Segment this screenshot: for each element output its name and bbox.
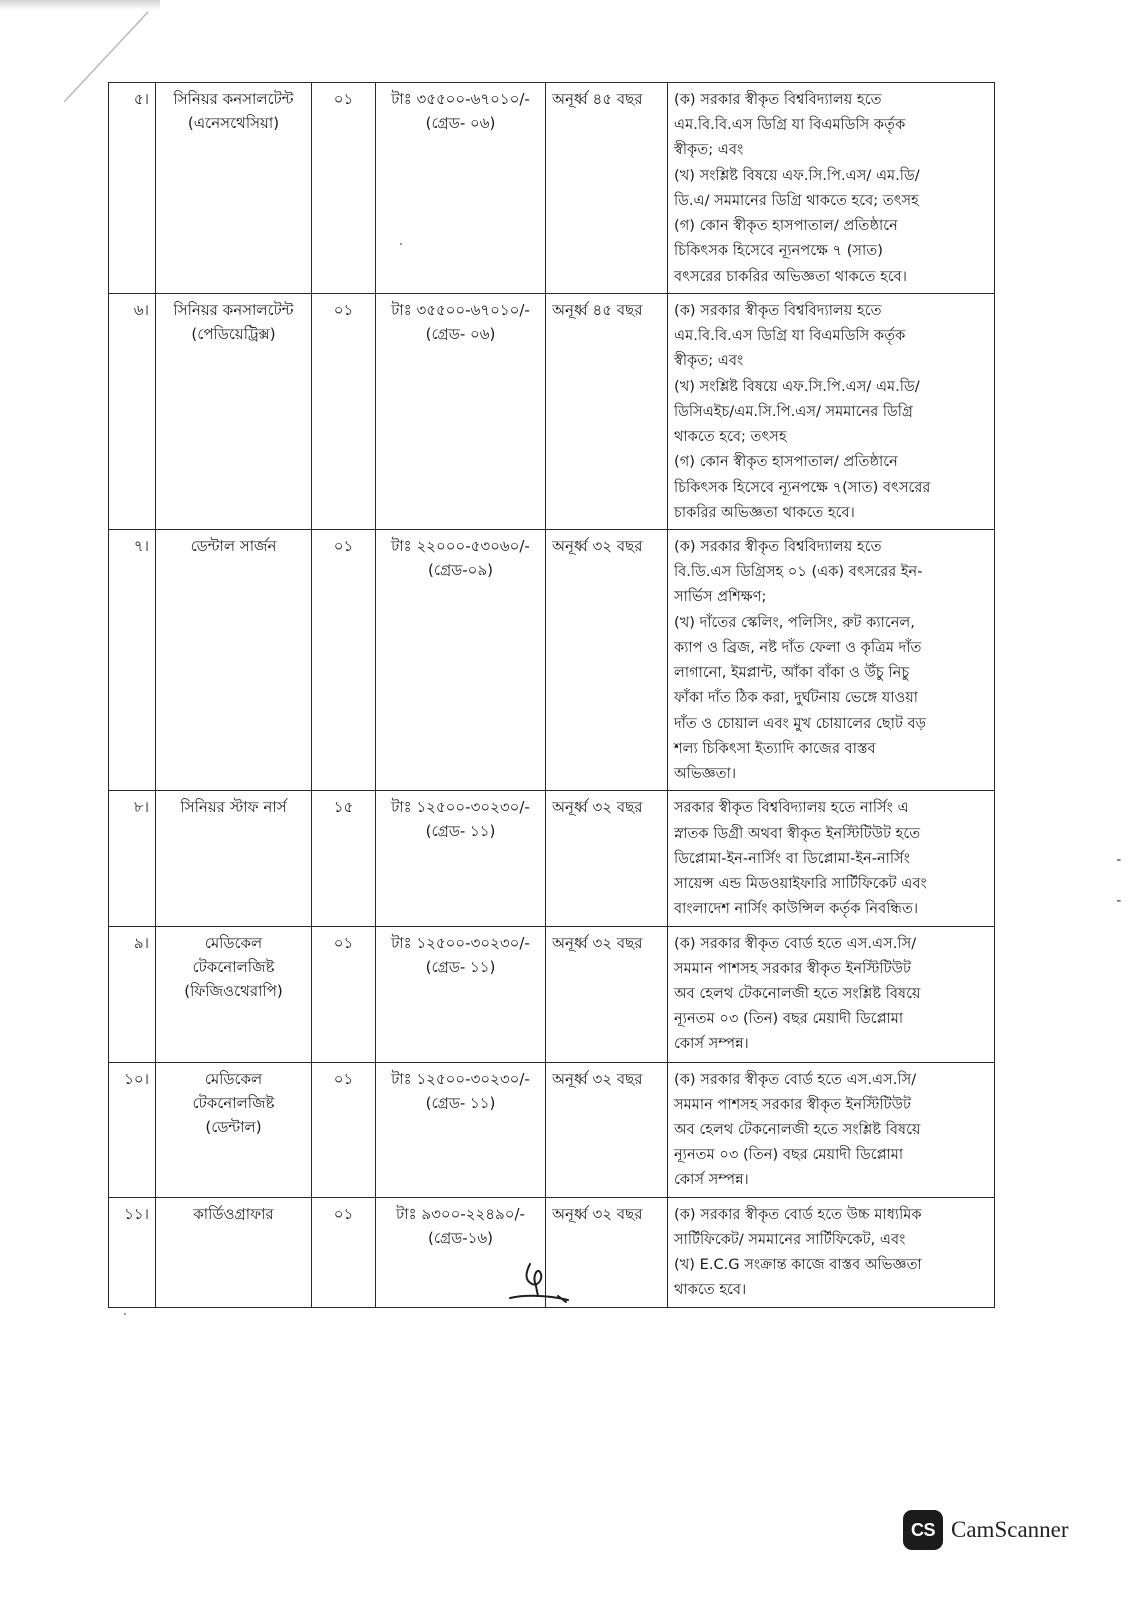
pay-scale: টাঃ ১২৫০০-৩০২৩০/- [391,798,530,817]
table-row [109,293,995,529]
qualification-line: (ক) সরকার স্বীকৃত বোর্ড হতে উচ্চ মাধ্যমিক [674,1205,922,1223]
post-count-cell: ০১ [312,926,376,1062]
qualification-line: ক্যাপ ও ব্রিজ, নষ্ট দাঁত ফেলা ও কৃত্রিম দাঁত [674,638,922,656]
pay-scale-cell [376,83,546,294]
pay-scale: টাঃ ১২৫০০-৩০২৩০/- [391,933,530,952]
qualification-line: (ক) সরকার স্বীকৃত বিশ্ববিদ্যালয় হতে [674,91,882,108]
post-count-cell: ১৫ [312,791,376,926]
age-limit-cell: অনূর্ধ্ব ৩২ বছর [546,529,668,790]
qualification-line: এম.বি.বি.এস ডিগ্রি যা বিএমডিসি কর্তৃক [674,327,906,345]
qualification-line: বি.ডি.এস ডিগ্রিসহ ০১ (এক) বৎসরের ইন- [674,563,923,581]
qualification-line: স্বীকৃত; এবং [674,141,744,159]
post-name-line: (পেডিয়েট্রিক্স) [191,324,276,343]
qualification-line: ডি.এ/ সমমানের ডিগ্রি থাকতে হবে; তৎসহ [674,191,919,209]
post-name-line: কার্ডিওগ্রাফার [193,1204,274,1223]
qualification-line: চিকিৎসক হিসেবে ন্যূনপক্ষে ৭ (সাত) [674,242,883,260]
pay-scale: টাঃ ৯৩০০-২২৪৯০/- [396,1204,525,1223]
serial-cell: ১১। [109,1197,156,1307]
scan-speck [124,1313,126,1315]
qualification-line: অব হেলথ টেকনোলজী হতে সংশ্লিষ্ট বিষয়ে [674,1120,921,1138]
margin-mark: - [1114,893,1123,909]
qualification-line: (গ) কোন স্বীকৃত হাসপাতাল/ প্রতিষ্ঠানে [674,217,898,235]
qualification-line: ডিসিএইচ/এম.সি.পি.এস/ সমমানের ডিগ্রি [674,402,913,420]
pay-scale-cell [376,529,546,790]
serial-cell: ১০। [109,1062,156,1197]
qualification-line: (খ) দাঁতের স্কেলিং, পলিসিং, রুট ক্যানেল, [674,613,915,631]
qualification-line: সায়েন্স এন্ড মিডওয়াইফারি সার্টিফিকেট এবং [674,875,927,893]
qualification-cell [668,293,995,529]
qualification-line: (খ) সংশ্লিষ্ট বিষয়ে এফ.সি.পি.এস/ এম.ডি/ [674,166,920,184]
post-name-cell [156,529,312,790]
age-limit-cell: অনূর্ধ্ব ৩২ বছর [546,1062,668,1197]
table-row [109,926,995,1062]
qualification-line: (গ) কোন স্বীকৃত হাসপাতাল/ প্রতিষ্ঠানে [674,453,898,471]
qualification-line: থাকতে হবে। [674,1281,747,1299]
margin-marks [1115,850,1123,912]
qualification-line: সরকার স্বীকৃত বিশ্ববিদ্যালয় হতে নার্সিং এ [674,799,909,817]
post-count-cell: ০১ [312,83,376,294]
pay-grade: (গ্রেড-০৯) [428,560,493,579]
qualification-cell [668,529,995,790]
pay-grade: (গ্রেড- ০৬) [425,114,496,132]
qualification-line: (ক) সরকার স্বীকৃত বিশ্ববিদ্যালয় হতে [674,301,882,319]
age-limit-cell: অনূর্ধ্ব ৪৫ বছর [546,83,668,294]
qualification-line: অব হেলথ টেকনোলজী হতে সংশ্লিষ্ট বিষয়ে [674,984,921,1002]
pay-grade: (গ্রেড- ১১) [425,957,496,976]
qualification-line: (ক) সরকার স্বীকৃত বিশ্ববিদ্যালয় হতে [674,537,882,555]
qualification-line: চিকিৎসক হিসেবে ন্যূনপক্ষে ৭(সাত) বৎসরের [674,478,931,496]
qualification-line: শল্য চিকিৎসা ইত্যাদি কাজের বাস্তব [674,739,876,757]
qualification-line: সমমান পাশসহ সরকার স্বীকৃত ইনস্টিটিউট [674,1095,911,1113]
qualification-line: স্বীকৃত; এবং [674,352,744,370]
qualification-line: সার্ভিস প্রশিক্ষণ; [674,588,767,606]
scan-speck [400,243,402,245]
pay-grade: (গ্রেড- ১১) [425,1093,496,1112]
qualification-line: কোর্স সম্পন্ন। [674,1171,749,1189]
age-limit-cell: অনূর্ধ্ব ৪৫ বছর [546,293,668,529]
camscanner-logo-icon: CS [903,1510,943,1550]
serial-cell: ৭। [109,529,156,790]
qualification-line: দাঁত ও চোয়াল এবং মুখ চোয়ালের ছোট বড় [674,714,927,732]
table-row [109,83,995,294]
post-count-cell: ০১ [312,529,376,790]
post-name-line: সিনিয়র স্টাফ নার্স [180,798,287,817]
job-circular-table [108,82,995,1308]
post-name-cell [156,1062,312,1197]
post-name-line: টেকনোলজিষ্ট [192,1093,275,1112]
serial-cell: ৮। [109,791,156,926]
qualification-line: ফাঁকা দাঁত ঠিক করা, দুর্ঘটনায় ভেঙ্গে যাওয়া [674,689,919,707]
qualification-line: ডিপ্লোমা-ইন-নার্সিং বা ডিপ্লোমা-ইন-নার্সিং [674,849,911,867]
qualification-line: (খ) E.C.G সংক্রান্ত কাজে বাস্তব অভিজ্ঞতা [674,1256,922,1274]
post-count-cell: ০১ [312,1062,376,1197]
qualification-line: বৎসরের চাকরির অভিজ্ঞতা থাকতে হবে। [674,267,908,285]
serial-cell: ৯। [109,926,156,1062]
qualification-line: সমমান পাশসহ সরকার স্বীকৃত ইনস্টিটিউট [674,959,911,977]
qualification-line: সার্টিফিকেট/ সমমানের সার্টিফিকেট, এবং [674,1230,906,1248]
age-limit-cell: অনূর্ধ্ব ৩২ বছর [546,1197,668,1307]
pay-grade: (গ্রেড-১৬) [428,1228,493,1247]
pay-scale: টাঃ ২২০০০-৫৩০৬০/- [391,536,530,555]
camscanner-watermark [903,1510,1069,1550]
pay-scale-cell [376,1062,546,1197]
post-name-line: মেডিকেল [204,933,263,952]
qualification-line: ন্যূনতম ০৩ (তিন) বছর মেয়াদী ডিপ্লোমা [674,1146,904,1164]
post-name-line: টেকনোলজিষ্ট [192,957,275,976]
table-row [109,1062,995,1197]
age-limit-cell: অনূর্ধ্ব ৩২ বছর [546,926,668,1062]
post-name-cell [156,1197,312,1307]
pay-scale-cell [376,791,546,926]
pay-scale-cell [376,293,546,529]
margin-mark: - [1114,852,1123,868]
qualification-line: (ক) সরকার স্বীকৃত বোর্ড হতে এস.এস.সি/ [674,934,917,952]
table-row [109,791,995,926]
serial-cell: ৬। [109,293,156,529]
pay-scale-cell [376,926,546,1062]
handwritten-signature-icon [508,1258,578,1308]
qualification-cell [668,791,995,926]
qualification-line: অভিজ্ঞতা। [674,765,737,783]
post-name-line: সিনিয়র কনসালটেন্ট [173,300,294,319]
serial-cell: ৫। [109,83,156,294]
qualification-line: এম.বি.বি.এস ডিগ্রি যা বিএমডিসি কর্তৃক [674,116,906,134]
qualification-line: থাকতে হবে; তৎসহ [674,428,787,446]
post-count-cell: ০১ [312,293,376,529]
qualification-cell [668,1062,995,1197]
qualification-cell [668,1197,995,1307]
qualification-line: (ক) সরকার স্বীকৃত বোর্ড হতে এস.এস.সি/ [674,1070,917,1088]
qualification-line: লাগানো, ইমপ্লান্ট, আঁকা বাঁকা ও উঁচু নিচু [674,664,910,682]
qualification-cell [668,83,995,294]
watermark-text: CamScanner [951,1517,1069,1542]
post-name-line: (ডেন্টাল) [205,1117,262,1136]
pay-scale: টাঃ ৩৫৫০০-৬৭০১০/- [391,90,530,108]
qualification-line: চাকরির অভিজ্ঞতা থাকতে হবে। [674,503,855,521]
post-name-cell [156,83,312,294]
pay-scale: টাঃ ৩৫৫০০-৬৭০১০/- [391,300,530,319]
qualification-line: কোর্স সম্পন্ন। [674,1035,749,1053]
age-limit-cell: অনূর্ধ্ব ৩২ বছর [546,791,668,926]
table-row [109,529,995,790]
post-name-line: ডেন্টাল সার্জন [190,536,277,555]
qualification-line: (খ) সংশ্লিষ্ট বিষয়ে এফ.সি.পি.এস/ এম.ডি/ [674,377,920,395]
post-name-cell [156,791,312,926]
post-name-line: সিনিয়র কনসালটেন্ট [173,90,294,108]
post-name-cell [156,293,312,529]
qualification-line: বাংলাদেশ নার্সিং কাউন্সিল কর্তৃক নিবন্ধিত। [674,900,919,918]
pay-grade: (গ্রেড- ১১) [425,822,496,841]
pay-grade: (গ্রেড- ০৬) [425,324,496,343]
qualification-cell [668,926,995,1062]
post-name-line: (ফিজিওথেরাপি) [184,981,283,1000]
post-name-line: মেডিকেল [204,1069,263,1088]
qualification-line: ন্যূনতম ০৩ (তিন) বছর মেয়াদী ডিপ্লোমা [674,1010,904,1028]
post-count-cell: ০১ [312,1197,376,1307]
post-name-line: (এনেসথেসিয়া) [187,114,280,132]
qualification-line: স্নাতক ডিগ্রী অথবা স্বীকৃত ইনস্টিটিউট হতে [674,824,921,842]
pay-scale: টাঃ ১২৫০০-৩০২৩০/- [391,1069,530,1088]
post-name-cell [156,926,312,1062]
